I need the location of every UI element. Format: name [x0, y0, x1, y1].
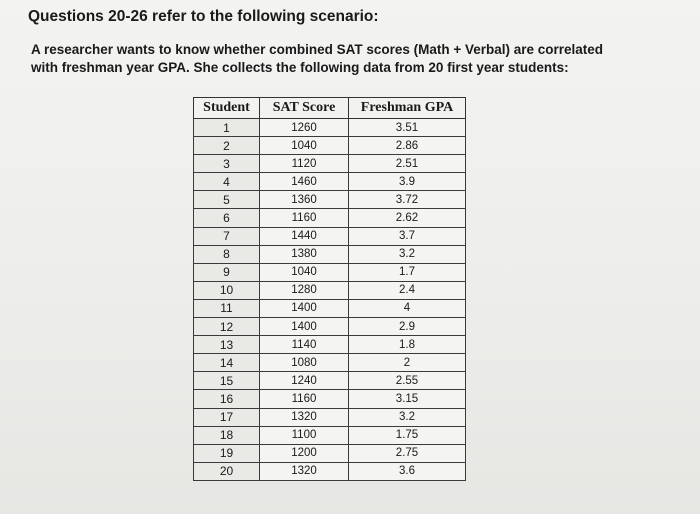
table-header-row	[194, 98, 466, 119]
cell-sat-score: 1160	[260, 390, 349, 408]
cell-sat-score: 1320	[260, 462, 349, 480]
cell-sat-score: 1200	[260, 444, 349, 462]
cell-gpa: 3.72	[349, 191, 466, 209]
cell-gpa: 2.4	[349, 281, 466, 299]
cell-gpa: 3.6	[349, 462, 466, 480]
table-row	[194, 173, 466, 191]
cell-sat-score: 1440	[260, 227, 349, 245]
cell-sat-score: 1400	[260, 318, 349, 336]
table-row	[194, 426, 466, 444]
cell-gpa: 3.51	[349, 119, 466, 137]
cell-student: 11	[194, 299, 260, 317]
cell-student: 16	[194, 390, 260, 408]
cell-gpa: 3.15	[349, 390, 466, 408]
table-row	[194, 336, 466, 354]
table-row	[194, 444, 466, 462]
cell-student: 4	[194, 173, 260, 191]
table-row	[194, 281, 466, 299]
cell-student: 19	[194, 444, 260, 462]
table-row	[194, 227, 466, 245]
table-row	[194, 408, 466, 426]
cell-sat-score: 1320	[260, 408, 349, 426]
cell-gpa: 3.7	[349, 227, 466, 245]
question-heading: Questions 20-26 refer to the following scenario:	[28, 8, 379, 25]
cell-gpa: 1.75	[349, 426, 466, 444]
cell-gpa: 2.75	[349, 444, 466, 462]
cell-student: 9	[194, 263, 260, 281]
cell-gpa: 2.86	[349, 137, 466, 155]
cell-sat-score: 1240	[260, 372, 349, 390]
cell-student: 8	[194, 245, 260, 263]
cell-student: 15	[194, 372, 260, 390]
header-student: Student	[194, 98, 260, 119]
table-row	[194, 390, 466, 408]
cell-sat-score: 1100	[260, 426, 349, 444]
cell-gpa: 2.9	[349, 318, 466, 336]
cell-gpa: 2.51	[349, 155, 466, 173]
cell-gpa: 1.7	[349, 263, 466, 281]
cell-student: 2	[194, 137, 260, 155]
cell-student: 14	[194, 354, 260, 372]
cell-sat-score: 1380	[260, 245, 349, 263]
table-row	[194, 191, 466, 209]
cell-sat-score: 1460	[260, 173, 349, 191]
header-sat-score: SAT Score	[260, 98, 349, 119]
cell-student: 12	[194, 318, 260, 336]
cell-sat-score: 1360	[260, 191, 349, 209]
table-row	[194, 137, 466, 155]
cell-sat-score: 1120	[260, 155, 349, 173]
data-table	[193, 97, 466, 481]
cell-student: 10	[194, 281, 260, 299]
cell-gpa: 3.9	[349, 173, 466, 191]
table-row	[194, 462, 466, 480]
table-row	[194, 299, 466, 317]
cell-student: 5	[194, 191, 260, 209]
cell-sat-score: 1040	[260, 137, 349, 155]
cell-gpa: 2.62	[349, 209, 466, 227]
cell-student: 3	[194, 155, 260, 173]
scenario-line-2: with freshman year GPA. She collects the following data from 20 first year students:	[31, 60, 569, 75]
cell-gpa: 3.2	[349, 408, 466, 426]
cell-student: 7	[194, 227, 260, 245]
cell-gpa: 3.2	[349, 245, 466, 263]
cell-student: 20	[194, 462, 260, 480]
header-freshman-gpa: Freshman GPA	[349, 98, 466, 119]
table-row	[194, 263, 466, 281]
table-row	[194, 119, 466, 137]
cell-sat-score: 1280	[260, 281, 349, 299]
cell-sat-score: 1260	[260, 119, 349, 137]
cell-gpa: 1.8	[349, 336, 466, 354]
cell-gpa: 2	[349, 354, 466, 372]
cell-sat-score: 1160	[260, 209, 349, 227]
cell-sat-score: 1400	[260, 299, 349, 317]
scenario-line-1: A researcher wants to know whether combined SAT scores (Math + Verbal) are correlated	[31, 42, 604, 57]
table-row	[194, 354, 466, 372]
cell-sat-score: 1140	[260, 336, 349, 354]
table-row	[194, 155, 466, 173]
cell-sat-score: 1080	[260, 354, 349, 372]
table-body	[194, 119, 466, 481]
cell-student: 17	[194, 408, 260, 426]
table-row	[194, 318, 466, 336]
cell-gpa: 4	[349, 299, 466, 317]
cell-sat-score: 1040	[260, 263, 349, 281]
cell-student: 6	[194, 209, 260, 227]
table-row	[194, 245, 466, 263]
table-row	[194, 209, 466, 227]
scenario-text	[31, 41, 671, 77]
table-row	[194, 372, 466, 390]
cell-student: 1	[194, 119, 260, 137]
cell-student: 13	[194, 336, 260, 354]
cell-student: 18	[194, 426, 260, 444]
cell-gpa: 2.55	[349, 372, 466, 390]
